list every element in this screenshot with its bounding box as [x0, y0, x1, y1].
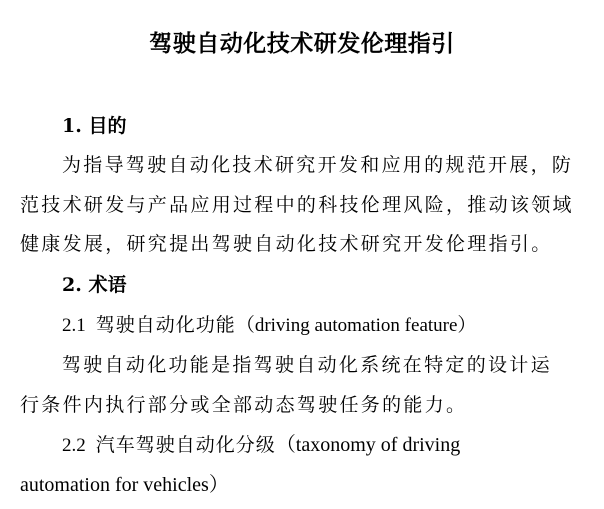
section-heading-terms: 2. 术语	[62, 274, 127, 296]
paragraph-line: 范技术研发与产品应用过程中的科技伦理风险，推动该领域	[20, 194, 574, 216]
document-title: 驾驶自动化技术研发伦理指引	[149, 30, 455, 57]
subsection-english-continued: automation for vehicles）	[20, 474, 229, 496]
paragraph-line: 健康发展，研究提出驾驶自动化技术研究开发伦理指引。	[20, 233, 553, 255]
subsection-term: 驾驶自动化功能	[95, 314, 236, 336]
paragraph-line: 驾驶自动化功能是指驾驶自动化系统在特定的设计运	[62, 354, 552, 376]
paragraph-line: 行条件内执行部分或全部动态驾驶任务的能力。	[20, 394, 468, 416]
section-heading-purpose: 1. 目的	[62, 115, 127, 137]
paragraph-line: 为指导驾驶自动化技术研究开发和应用的规范开展，防	[62, 154, 574, 176]
subsection-heading-2-1	[62, 313, 476, 338]
subsection-english: （taxonomy of driving	[275, 434, 461, 456]
subsection-heading-2-2	[62, 433, 460, 458]
subsection-term: 汽车驾驶自动化分级	[95, 434, 276, 456]
subsection-english: （driving automation feature）	[235, 315, 477, 336]
subsection-number: 2.2	[62, 435, 86, 456]
subsection-number: 2.1	[62, 315, 86, 336]
